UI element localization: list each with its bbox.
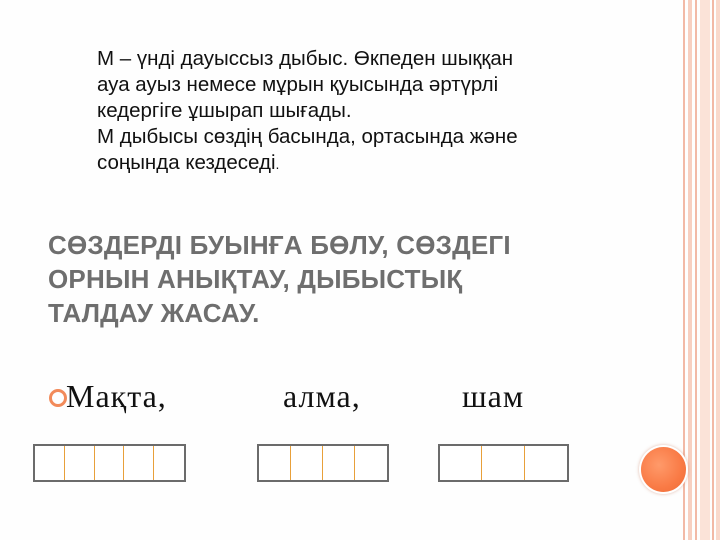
sound-box[interactable] xyxy=(259,446,291,480)
description-text xyxy=(97,46,657,177)
sound-box[interactable] xyxy=(124,446,154,480)
task-title-line: ТАЛДАУ ЖАСАУ. xyxy=(48,298,260,328)
decor-circle xyxy=(641,447,686,492)
sound-box[interactable] xyxy=(525,446,567,480)
sound-box[interactable] xyxy=(154,446,184,480)
task-title xyxy=(48,228,648,330)
word-sham: шам xyxy=(462,378,525,414)
decor-stripe xyxy=(712,0,714,540)
task-title-line: ОРНЫН АНЫҚТАУ, ДЫБЫСТЫҚ xyxy=(48,264,463,294)
bullet-ring-icon xyxy=(49,389,67,407)
word-makta: Мақта, xyxy=(66,378,167,414)
word-alma: алма, xyxy=(283,378,361,414)
description-line: кедергіге ұшырап шығады. xyxy=(97,99,352,122)
description-line xyxy=(97,150,657,177)
sound-box[interactable] xyxy=(95,446,125,480)
decor-stripe xyxy=(695,0,697,540)
decor-stripe xyxy=(716,0,720,540)
description-line-text: соңында кездеседі xyxy=(97,151,276,174)
decor-stripe xyxy=(688,0,692,540)
sound-boxes-alma xyxy=(257,444,389,482)
sound-box[interactable] xyxy=(323,446,355,480)
sound-box[interactable] xyxy=(440,446,482,480)
sound-box[interactable] xyxy=(355,446,387,480)
sound-box[interactable] xyxy=(291,446,323,480)
sound-box[interactable] xyxy=(482,446,524,480)
sound-boxes-makta xyxy=(33,444,186,482)
description-line: М – үнді дауыссыз дыбыс. Өкпеден шыққан xyxy=(97,47,514,70)
decor-stripe xyxy=(700,0,710,540)
sound-box[interactable] xyxy=(35,446,65,480)
description-line: ауа ауыз немесе мұрын қуысында әртүрлі xyxy=(97,73,499,96)
description-line: М дыбысы сөздің басында, ортасында және xyxy=(97,125,518,148)
sound-boxes-sham xyxy=(438,444,569,482)
description-dot: . xyxy=(275,156,280,172)
task-title-line: СӨЗДЕРДІ БУЫНҒА БӨЛУ, СӨЗДЕГІ xyxy=(48,230,511,260)
sound-box[interactable] xyxy=(65,446,95,480)
